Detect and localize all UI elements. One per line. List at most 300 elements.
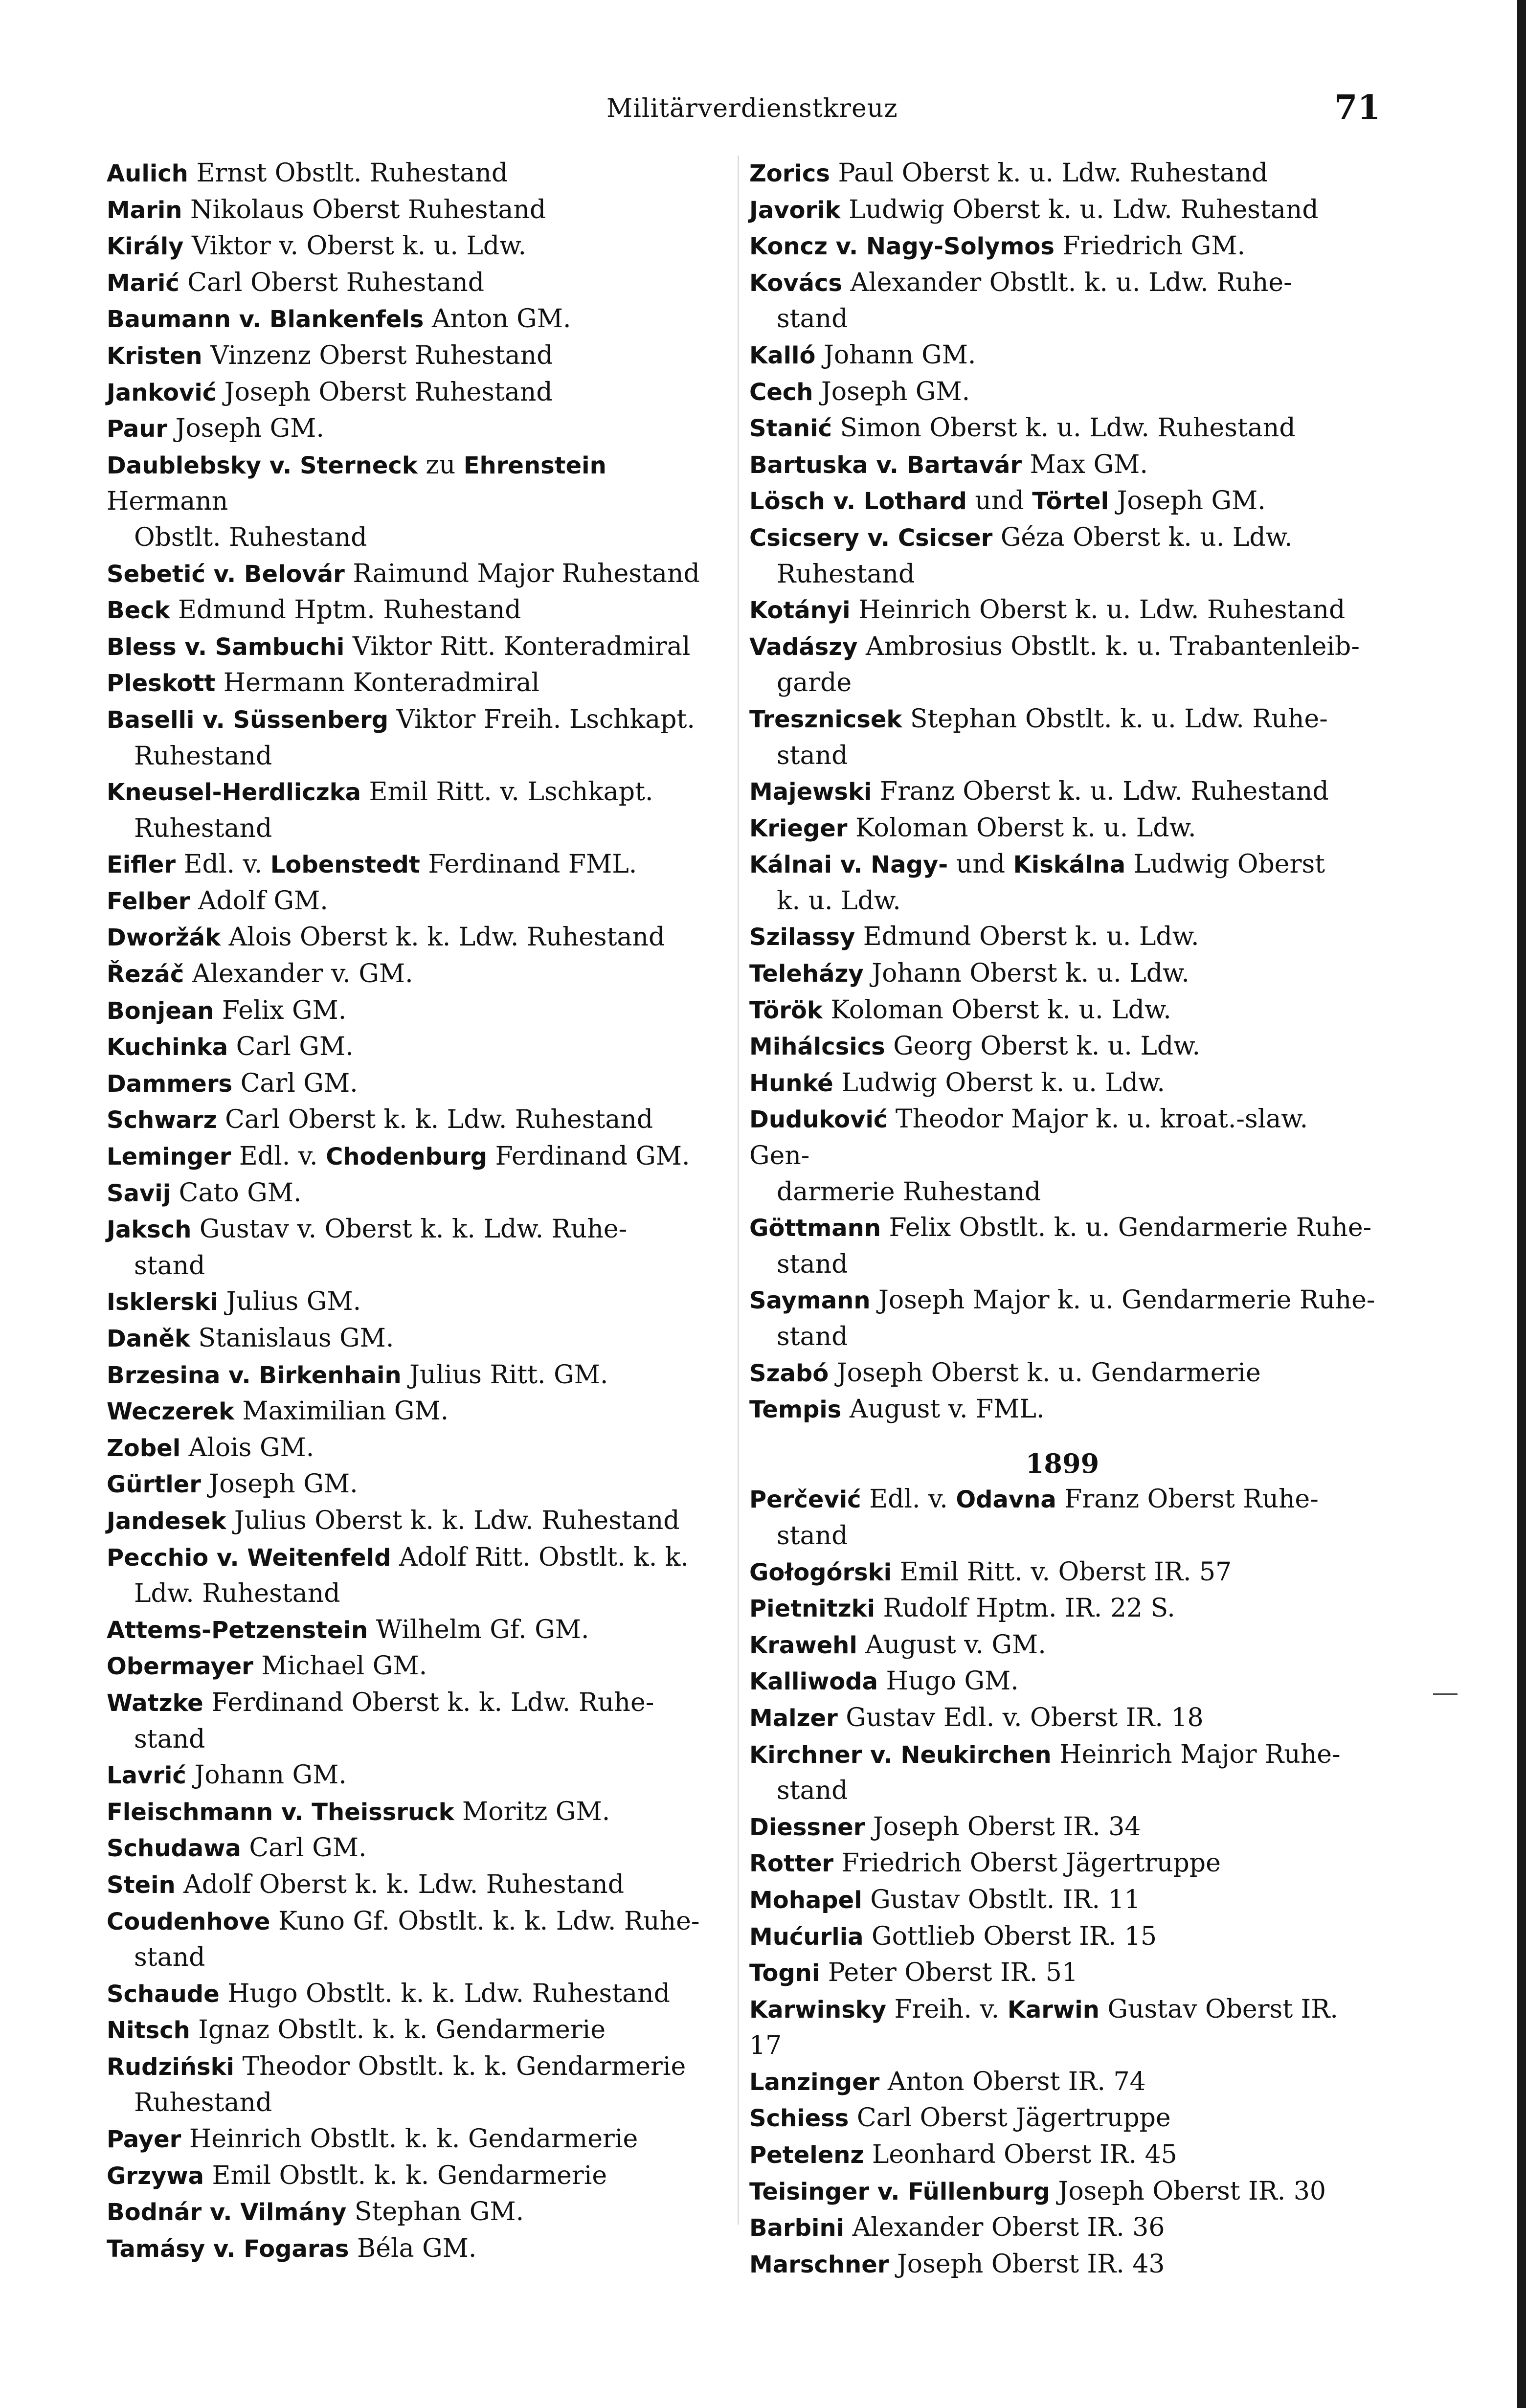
register-entry: [107, 774, 729, 847]
register-entry: [107, 2231, 729, 2268]
entry-name: Sebetić v. Belovár: [107, 560, 345, 588]
register-entry: [749, 338, 1375, 374]
entry-name: Togni: [749, 1959, 820, 1987]
entry-name: Gürtler: [107, 1471, 201, 1499]
entry-details: Hugo Obstlt. k. k. Ldw. Ruhestand: [219, 1979, 670, 2008]
entry-name: Marić: [107, 269, 180, 297]
entry-name: Nitsch: [107, 2017, 190, 2045]
register-entry: [749, 1392, 1375, 1428]
register-entry: [107, 1466, 729, 1503]
entry-name: Felber: [107, 887, 190, 915]
entry-details: Rudolf Hptm. IR. 22 S.: [875, 1594, 1175, 1623]
entry-details: Alexander Oberst IR. 36: [844, 2213, 1165, 2243]
entry-name: Kotányi: [749, 597, 851, 625]
entry-name: Kneusel-Herdliczka: [107, 779, 361, 807]
register-entry: [749, 156, 1375, 192]
entry-details: Gottlieb Oberst IR. 15: [863, 1921, 1157, 1951]
entry-details: Alexander Obstlt. k. u. Ldw. Ruhe-: [842, 268, 1292, 297]
register-entry: [749, 1554, 1375, 1591]
entry-details: Alois GM.: [180, 1433, 314, 1463]
register-entry: [749, 520, 1375, 592]
register-entry: [107, 1102, 729, 1139]
register-entry: [749, 410, 1375, 447]
entry-continuation: stand: [134, 1724, 205, 1754]
register-entry: [749, 847, 1375, 919]
entry-details: Heinrich Major Ruhe-: [1051, 1739, 1341, 1769]
entry-details: und: [948, 850, 1013, 879]
register-entry: [749, 1992, 1375, 2064]
entry-name: Isklerski: [107, 1288, 218, 1316]
entry-name: Stein: [107, 1871, 176, 1899]
entry-name: Szilassy: [749, 923, 855, 951]
register-entry: [749, 1065, 1375, 1102]
register-entry: [749, 374, 1375, 411]
register-entry: [749, 1955, 1375, 1992]
entry-name: Göttmann: [749, 1215, 881, 1242]
entry-details: Nikolaus Oberst Ruhestand: [182, 195, 546, 225]
entry-details: Adolf Oberst k. k. Ldw. Ruhestand: [175, 1869, 625, 1899]
entry-name: Savij: [107, 1179, 171, 1207]
entry-name: Koncz v. Nagy-Solymos: [749, 233, 1055, 261]
register-entry: [107, 375, 729, 411]
entry-name: Kirchner v. Neukirchen: [749, 1741, 1052, 1769]
entry-name: Mućurlia: [749, 1923, 864, 1951]
register-entry: [107, 702, 729, 774]
entry-name: Kristen: [107, 342, 202, 370]
left-column: [107, 156, 729, 2267]
entry-name: Hunké: [749, 1069, 833, 1097]
register-entry: [749, 1591, 1375, 1627]
entry-name: Schwarz: [107, 1106, 217, 1134]
register-entry: [749, 1627, 1375, 1664]
entry-name: Pleskott: [107, 670, 216, 698]
entry-name-secondary: Ehrenstein: [463, 451, 606, 479]
register-entry: [107, 1175, 729, 1212]
register-entry: [749, 1737, 1375, 1809]
entry-name: Barbini: [749, 2214, 845, 2242]
year-heading: 1899: [1025, 1447, 1100, 1479]
page-edge-shadow: [1517, 0, 1526, 2408]
register-entry: [749, 956, 1375, 992]
entry-name: Weczerek: [107, 1398, 234, 1426]
entry-name: Attems-Petzenstein: [107, 1616, 368, 1644]
register-entry: [749, 1102, 1375, 1210]
entry-name: Pecchio v. Weitenfeld: [107, 1544, 391, 1572]
entry-details: Joseph Oberst k. u. Gendarmerie: [829, 1358, 1261, 1388]
entry-details: und: [966, 486, 1032, 516]
entry-details: Ernst Obstlt. Ruhestand: [188, 158, 508, 188]
entry-name: Aulich: [107, 160, 188, 187]
entry-details: Joseph Major k. u. Gendarmerie Ruhe-: [870, 1285, 1375, 1315]
entry-details: Freih. v.: [886, 1994, 1008, 2024]
entry-name: Karwinsky: [749, 1996, 887, 2024]
entry-details: Gustav v. Oberst k. k. Ldw. Ruhe-: [191, 1215, 628, 1244]
column-divider: [738, 156, 739, 2225]
entry-name: Schiess: [749, 2105, 849, 2133]
register-entry: [107, 2012, 729, 2049]
entry-continuation: Obstlt. Ruhestand: [134, 522, 367, 552]
entry-details: Carl GM.: [232, 1068, 358, 1098]
register-entry: [107, 2194, 729, 2231]
entry-details: Raimund Major Ruhestand: [344, 559, 700, 588]
register-entry: [107, 1540, 729, 1612]
entry-details: Edl. v.: [231, 1142, 326, 1171]
entry-details: Edl. v.: [176, 850, 270, 879]
entry-name: Kálnai v. Nagy-: [749, 851, 948, 879]
entry-name: Marschner: [749, 2250, 889, 2278]
entry-continuation: stand: [777, 304, 848, 334]
register-entry: [107, 1685, 729, 1757]
entry-name: Payer: [107, 2126, 181, 2154]
entry-details: Michael GM.: [253, 1651, 427, 1681]
entry-details: Simon Oberst k. u. Ldw. Ruhestand: [831, 413, 1296, 443]
register-entry: [107, 156, 729, 192]
entry-details: Peter Oberst IR. 51: [820, 1958, 1078, 1988]
entry-name: Vadászy: [749, 633, 858, 661]
register-entry: [107, 847, 729, 883]
entry-name: Schaude: [107, 1980, 220, 2008]
register-entry: [107, 1867, 729, 1904]
entry-details: zu: [417, 450, 464, 480]
entry-name: Řezáč: [107, 961, 184, 989]
entry-details-secondary: Hermann: [107, 487, 228, 517]
entry-name: Javorik: [749, 196, 841, 224]
margin-dash: [1433, 1693, 1458, 1695]
entry-name: Teisinger v. Füllenburg: [749, 2178, 1050, 2205]
entry-details: Gustav Obstlt. IR. 11: [862, 1885, 1141, 1914]
entry-details: Adolf Ritt. Obstlt. k. k.: [391, 1542, 689, 1572]
register-entry: [107, 1430, 729, 1467]
entry-name: Szabó: [749, 1359, 829, 1387]
entry-name: Csicsery v. Csicser: [749, 524, 993, 552]
entry-name: Bartuska v. Bartavár: [749, 451, 1022, 479]
entry-details: August v. FML.: [841, 1395, 1045, 1424]
entry-details: Joseph GM.: [813, 377, 970, 406]
entry-details: Paul Oberst k. u. Ldw. Ruhestand: [830, 158, 1268, 188]
register-entry: [749, 1882, 1375, 1919]
register-entry: [749, 2137, 1375, 2174]
entry-details: Felix GM.: [214, 995, 347, 1025]
entry-name: Saymann: [749, 1287, 871, 1315]
register-entry: [107, 1794, 729, 1831]
register-entry: [107, 1830, 729, 1867]
entry-details: Ignaz Obstlt. k. k. Gendarmerie: [190, 2015, 606, 2045]
entry-name: Fleischmann v. Theissruck: [107, 1798, 454, 1826]
entry-details: Carl GM.: [241, 1833, 367, 1863]
register-entry: [749, 701, 1375, 774]
entry-name: Tresznicsek: [749, 705, 902, 733]
entry-continuation: stand: [777, 1521, 848, 1551]
entry-name: Stanić: [749, 415, 832, 443]
entry-name: Janković: [107, 379, 217, 406]
register-entry: [749, 265, 1375, 338]
register-entry: [107, 338, 729, 375]
register-entry: [749, 1210, 1375, 1283]
entry-details: Alexander v. GM.: [184, 959, 413, 989]
page-number: 71: [1334, 88, 1381, 127]
entry-name: Tamásy v. Fogaras: [107, 2235, 349, 2263]
entry-name: Baumann v. Blankenfels: [107, 306, 424, 334]
register-entry: [749, 1029, 1375, 1065]
entry-name: Duduković: [749, 1106, 888, 1134]
register-entry: [749, 1283, 1375, 1355]
register-entry: [107, 920, 729, 956]
register-entry: [107, 1066, 729, 1103]
entry-name: Petelenz: [749, 2141, 864, 2169]
entry-name: Lavrić: [107, 1762, 186, 1790]
register-entry: [107, 1029, 729, 1066]
entry-details-secondary: Franz Oberst Ruhe-: [1056, 1485, 1319, 1514]
register-entry: [107, 1648, 729, 1685]
entry-details: Stanislaus GM.: [190, 1324, 394, 1353]
register-entry: [107, 1394, 729, 1430]
entry-name: Kalló: [749, 341, 816, 369]
register-entry: [749, 1700, 1375, 1737]
entry-details: Johann Oberst k. u. Ldw.: [863, 959, 1189, 989]
register-entry: [107, 1212, 729, 1284]
register-entry: [107, 1357, 729, 1394]
entry-details: Edmund Oberst k. u. Ldw.: [855, 922, 1199, 952]
entry-continuation: garde: [777, 668, 852, 698]
register-entry: [749, 2210, 1375, 2247]
entry-name: Mihálcsics: [749, 1033, 885, 1061]
right-column-entries-top: [749, 156, 1375, 1428]
right-column-entries-bottom: [749, 1482, 1375, 2283]
entry-details: Max GM.: [1022, 450, 1148, 479]
entry-details: Kuno Gf. Obstlt. k. k. Ldw. Ruhe-: [270, 1906, 700, 1936]
entry-name: Obermayer: [107, 1653, 253, 1681]
entry-details: Cato GM.: [171, 1178, 302, 1208]
entry-name-secondary: Chodenburg: [326, 1143, 488, 1171]
entry-details: Johann GM.: [815, 340, 976, 370]
entry-name: Kalliwoda: [749, 1668, 878, 1696]
entry-details-secondary: Gustav Oberst IR. 17: [749, 1994, 1338, 2061]
entry-name: Kovács: [749, 269, 843, 297]
entry-name: Beck: [107, 597, 170, 625]
entry-name: Mohapel: [749, 1886, 862, 1914]
entry-details: Viktor v. Oberst k. u. Ldw.: [183, 231, 527, 261]
register-entry: [107, 556, 729, 593]
entry-name: Lösch v. Lothard: [749, 488, 967, 516]
entry-name: Daublebsky v. Sterneck: [107, 451, 418, 479]
entry-continuation: Ruhestand: [134, 2088, 272, 2118]
register-entry: [107, 228, 729, 265]
entry-continuation: stand: [777, 1322, 848, 1351]
entry-details: Wilhelm Gf. GM.: [368, 1615, 589, 1644]
entry-details: Koloman Oberst k. u. Ldw.: [847, 813, 1196, 843]
entry-name: Király: [107, 233, 184, 261]
entry-details: Theodor Major k. u. kroat.-slaw. Gen-: [749, 1104, 1308, 1171]
register-entry: [107, 1284, 729, 1321]
entry-name: Krieger: [749, 814, 848, 842]
entry-name: Perčević: [749, 1486, 861, 1514]
entry-details: Béla GM.: [349, 2233, 477, 2263]
register-entry: [107, 2049, 729, 2121]
entry-name: Zorics: [749, 160, 830, 187]
entry-details: Viktor Ritt. Konteradmiral: [344, 631, 691, 661]
entry-details: Hermann Konteradmiral: [215, 668, 540, 698]
register-entry: [107, 411, 729, 448]
entry-details: Friedrich Oberst Jägertruppe: [833, 1848, 1221, 1878]
entry-name: Zobel: [107, 1434, 181, 1462]
entry-name: Teleházy: [749, 960, 864, 988]
entry-name: Paur: [107, 415, 168, 443]
entry-details: Emil Ritt. v. Lschkapt.: [360, 777, 653, 807]
register-entry: [107, 883, 729, 920]
entry-details: Anton Oberst IR. 74: [879, 2067, 1146, 2096]
register-entry: [107, 448, 729, 556]
register-entry: [749, 483, 1375, 520]
register-entry: [749, 1845, 1375, 1882]
register-entry: [107, 2121, 729, 2158]
entry-details: Ferdinand Oberst k. k. Ldw. Ruhe-: [203, 1688, 654, 1717]
register-entry: [749, 1664, 1375, 1700]
entry-continuation: stand: [134, 1943, 205, 1973]
register-entry: [107, 1139, 729, 1175]
entry-details: Carl Oberst Jägertruppe: [849, 2103, 1171, 2133]
register-entry: [107, 1321, 729, 1357]
entry-name: Rotter: [749, 1850, 834, 1878]
entry-name: Bless v. Sambuchi: [107, 633, 345, 661]
register-entry: [749, 192, 1375, 229]
entry-continuation: stand: [777, 1776, 848, 1806]
entry-details: Adolf GM.: [190, 886, 328, 916]
entry-details: Edmund Hptm. Ruhestand: [170, 595, 521, 625]
register-entry: [107, 1612, 729, 1649]
entry-details: Julius Oberst k. k. Ldw. Ruhestand: [226, 1506, 680, 1535]
entry-details: Ambrosius Obstlt. k. u. Trabantenleib-: [857, 631, 1360, 661]
register-entry: [749, 592, 1375, 629]
entry-continuation: Ldw. Ruhestand: [134, 1579, 340, 1609]
entry-details-secondary: Ferdinand FML.: [420, 850, 637, 879]
entry-details: Emil Ritt. v. Oberst IR. 57: [892, 1557, 1232, 1587]
entry-details: Johann GM.: [186, 1760, 347, 1790]
entry-continuation: stand: [134, 1251, 205, 1281]
entry-continuation: stand: [777, 1249, 848, 1279]
register-entry: [107, 1503, 729, 1540]
register-entry: [749, 1482, 1375, 1554]
entry-name: Pietnitzki: [749, 1595, 875, 1623]
entry-name: Bonjean: [107, 997, 214, 1025]
entry-name: Jaksch: [107, 1216, 192, 1244]
register-entry: [107, 665, 729, 702]
entry-details: Friedrich GM.: [1054, 231, 1246, 261]
entry-continuation: darmerie Ruhestand: [777, 1177, 1041, 1207]
entry-details: Anton GM.: [424, 304, 571, 334]
entry-details-secondary: Joseph GM.: [1109, 486, 1266, 516]
entry-name: Török: [749, 996, 823, 1024]
entry-details: Carl Oberst k. k. Ldw. Ruhestand: [217, 1105, 653, 1135]
entry-details: August v. GM.: [857, 1630, 1046, 1660]
entry-details: Maximilian GM.: [234, 1396, 449, 1426]
running-title: Militärverdienstkreuz: [606, 94, 898, 123]
register-entry: [107, 1976, 729, 2013]
register-entry: [107, 993, 729, 1030]
entry-details: Koloman Oberst k. u. Ldw.: [822, 995, 1171, 1025]
entry-name: Kuchinka: [107, 1034, 228, 1061]
entry-details: Julius GM.: [218, 1287, 361, 1317]
entry-name: Lanzinger: [749, 2068, 880, 2096]
entry-name: Diessner: [749, 1813, 865, 1841]
entry-details: Ludwig Oberst k. u. Ldw. Ruhestand: [840, 195, 1319, 225]
entry-details: Heinrich Obstlt. k. k. Gendarmerie: [181, 2124, 638, 2154]
entry-details: Stephan Obstlt. k. u. Ldw. Ruhe-: [902, 704, 1328, 734]
entry-details: Géza Oberst k. u. Ldw.: [992, 522, 1293, 552]
entry-details: Carl Oberst Ruhestand: [179, 268, 484, 297]
register-entry: [749, 2174, 1375, 2210]
register-entry: [107, 956, 729, 993]
entry-name: Grzywa: [107, 2162, 204, 2190]
register-entry: [749, 774, 1375, 810]
entry-continuation: stand: [777, 741, 848, 770]
register-entry: [749, 629, 1375, 701]
entry-details: Franz Oberst k. u. Ldw. Ruhestand: [872, 777, 1329, 807]
register-entry: [749, 2100, 1375, 2137]
page-header: [0, 88, 1526, 132]
entry-name: Bodnár v. Vilmány: [107, 2199, 347, 2227]
entry-name: Watzke: [107, 1689, 203, 1717]
register-entry: [749, 228, 1375, 265]
register-entry: [107, 192, 729, 229]
register-entry: [107, 2158, 729, 2195]
entry-name: Marin: [107, 196, 182, 224]
entry-details: Vinzenz Oberst Ruhestand: [202, 340, 553, 370]
entry-details: Stephan GM.: [346, 2197, 524, 2227]
register-entry: [749, 1355, 1375, 1392]
entry-details: Emil Obstlt. k. k. Gendarmerie: [204, 2160, 607, 2190]
register-entry: [749, 992, 1375, 1029]
entry-name: Krawehl: [749, 1631, 857, 1659]
entry-details: Alois Oberst k. k. Ldw. Ruhestand: [221, 923, 665, 952]
entry-details: Ludwig Oberst k. u. Ldw.: [833, 1068, 1165, 1098]
entry-name-secondary: Törtel: [1032, 488, 1109, 516]
entry-details: Joseph Oberst Ruhestand: [216, 377, 553, 407]
entry-details: Joseph Oberst IR. 34: [865, 1812, 1141, 1842]
entry-name: Eifler: [107, 851, 176, 879]
register-entry: [749, 1809, 1375, 1846]
entry-details: Leonhard Oberst IR. 45: [864, 2140, 1177, 2170]
entry-name: Dammers: [107, 1070, 233, 1098]
entry-name-secondary: Odavna: [956, 1486, 1056, 1514]
entry-details: Gustav Edl. v. Oberst IR. 18: [837, 1703, 1204, 1733]
entry-details: Joseph GM.: [201, 1469, 358, 1499]
entry-continuation: k. u. Ldw.: [777, 886, 901, 916]
entry-name: Dworžák: [107, 924, 221, 952]
entry-name: Jandesek: [107, 1507, 226, 1535]
entry-details: Viktor Freih. Lschkapt.: [388, 704, 695, 734]
register-entry: [749, 2064, 1375, 2101]
entry-name-secondary: Kiskálna: [1013, 851, 1126, 879]
entry-details: Joseph GM.: [167, 414, 324, 444]
entry-details: Carl GM.: [228, 1032, 354, 1062]
register-entry: [107, 1757, 729, 1794]
register-entry: [107, 265, 729, 302]
register-entry: [749, 447, 1375, 484]
entry-name: Schudawa: [107, 1835, 241, 1863]
entry-name: Gołogórski: [749, 1558, 892, 1586]
entry-name: Cech: [749, 378, 813, 406]
entry-details: Joseph Oberst IR. 43: [889, 2249, 1165, 2279]
entry-continuation: Ruhestand: [777, 559, 915, 589]
register-entry: [749, 810, 1375, 847]
register-entry: [107, 592, 729, 629]
entry-name: Rudziński: [107, 2053, 234, 2081]
register-entry: [107, 1904, 729, 1976]
entry-continuation: Ruhestand: [134, 741, 272, 771]
entry-name: Leminger: [107, 1143, 231, 1171]
entry-details: Edl. v.: [861, 1485, 956, 1514]
entry-details-secondary: Ferdinand GM.: [487, 1142, 690, 1171]
